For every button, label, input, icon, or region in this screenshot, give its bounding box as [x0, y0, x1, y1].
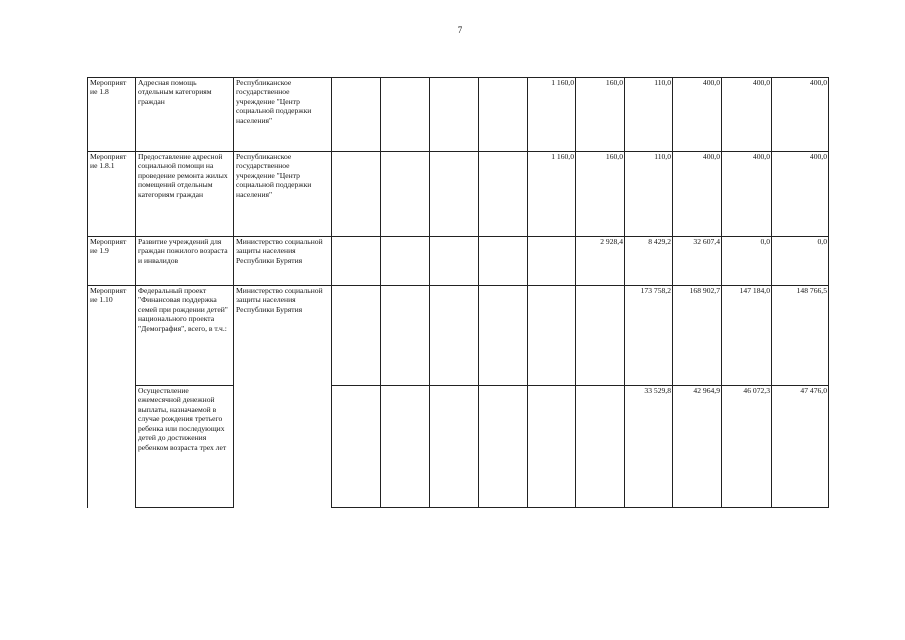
program-activities-table [87, 77, 829, 508]
page-number: 7 [457, 25, 463, 35]
activity-name: Предоставление адресной социальной помощи на проведение ремонта жилых помещений отдельным категориям граждан [136, 152, 234, 237]
activity-executor: Министерство социальной защиты населения Республики Бурятия [234, 286, 332, 508]
value-cell [381, 152, 430, 237]
activity-executor: Министерство социальной защиты населения Республики Бурятия [234, 237, 332, 286]
value-cell [332, 237, 381, 286]
value-cell: 42 964,9 [673, 386, 722, 508]
value-cell [430, 386, 479, 508]
value-cell: 173 758,2 [625, 286, 673, 386]
value-cell [381, 237, 430, 286]
activity-name: Развитие учреждений для граждан пожилого возраста и инвалидов [136, 237, 234, 286]
value-cell: 400,0 [673, 152, 722, 237]
value-cell: 147 184,0 [722, 286, 772, 386]
value-cell: 148 766,5 [772, 286, 829, 386]
value-cell: 8 429,2 [625, 237, 673, 286]
value-cell [381, 286, 430, 386]
value-cell: 1 160,0 [528, 152, 576, 237]
value-cell [381, 78, 430, 152]
activity-name: Осуществление ежемесячной денежной выплаты, назначаемой в случае рождения третьего ребенка или последующих детей до достижения ребенком возраста трех лет [136, 386, 234, 508]
activity-name: Федеральный проект "Финансовая поддержка семей при рождении детей" национального проекта "Демография", всего, в т.ч.: [136, 286, 234, 386]
value-cell: 110,0 [625, 152, 673, 237]
value-cell [479, 286, 528, 386]
table-row [88, 237, 829, 286]
activity-code: Мероприят ие 1.9 [88, 237, 136, 286]
value-cell [332, 386, 381, 508]
activity-code: Мероприят ие 1.8.1 [88, 152, 136, 237]
value-cell [479, 78, 528, 152]
value-cell [528, 237, 576, 286]
value-cell: 0,0 [772, 237, 829, 286]
value-cell: 32 607,4 [673, 237, 722, 286]
value-cell [528, 286, 576, 386]
value-cell [430, 78, 479, 152]
value-cell [430, 237, 479, 286]
value-cell [576, 286, 625, 386]
table-row [88, 386, 829, 508]
value-cell: 400,0 [772, 152, 829, 237]
value-cell: 400,0 [722, 152, 772, 237]
value-cell [332, 152, 381, 237]
value-cell [381, 386, 430, 508]
value-cell: 400,0 [722, 78, 772, 152]
value-cell [528, 386, 576, 508]
activity-code: Мероприят ие 1.10 [88, 286, 136, 508]
value-cell: 2 928,4 [576, 237, 625, 286]
value-cell [576, 386, 625, 508]
table-row [88, 78, 829, 152]
value-cell: 47 476,0 [772, 386, 829, 508]
value-cell [332, 286, 381, 386]
value-cell: 160,0 [576, 152, 625, 237]
value-cell: 33 529,8 [625, 386, 673, 508]
table-row [88, 286, 829, 386]
value-cell: 400,0 [673, 78, 722, 152]
activity-name: Адресная помощь отдельным категориям граждан [136, 78, 234, 152]
activity-executor: Республиканское государственное учреждение "Центр социальной поддержки населения" [234, 78, 332, 152]
value-cell [479, 152, 528, 237]
value-cell [430, 152, 479, 237]
value-cell [430, 286, 479, 386]
value-cell: 160,0 [576, 78, 625, 152]
value-cell: 168 902,7 [673, 286, 722, 386]
activity-executor: Республиканское государственное учреждение "Центр социальной поддержки населения" [234, 152, 332, 237]
value-cell [479, 237, 528, 286]
value-cell: 110,0 [625, 78, 673, 152]
value-cell: 1 160,0 [528, 78, 576, 152]
value-cell: 46 072,3 [722, 386, 772, 508]
value-cell [479, 386, 528, 508]
value-cell: 400,0 [772, 78, 829, 152]
table-row [88, 152, 829, 237]
value-cell: 0,0 [722, 237, 772, 286]
value-cell [332, 78, 381, 152]
activity-code: Мероприят ие 1.8 [88, 78, 136, 152]
